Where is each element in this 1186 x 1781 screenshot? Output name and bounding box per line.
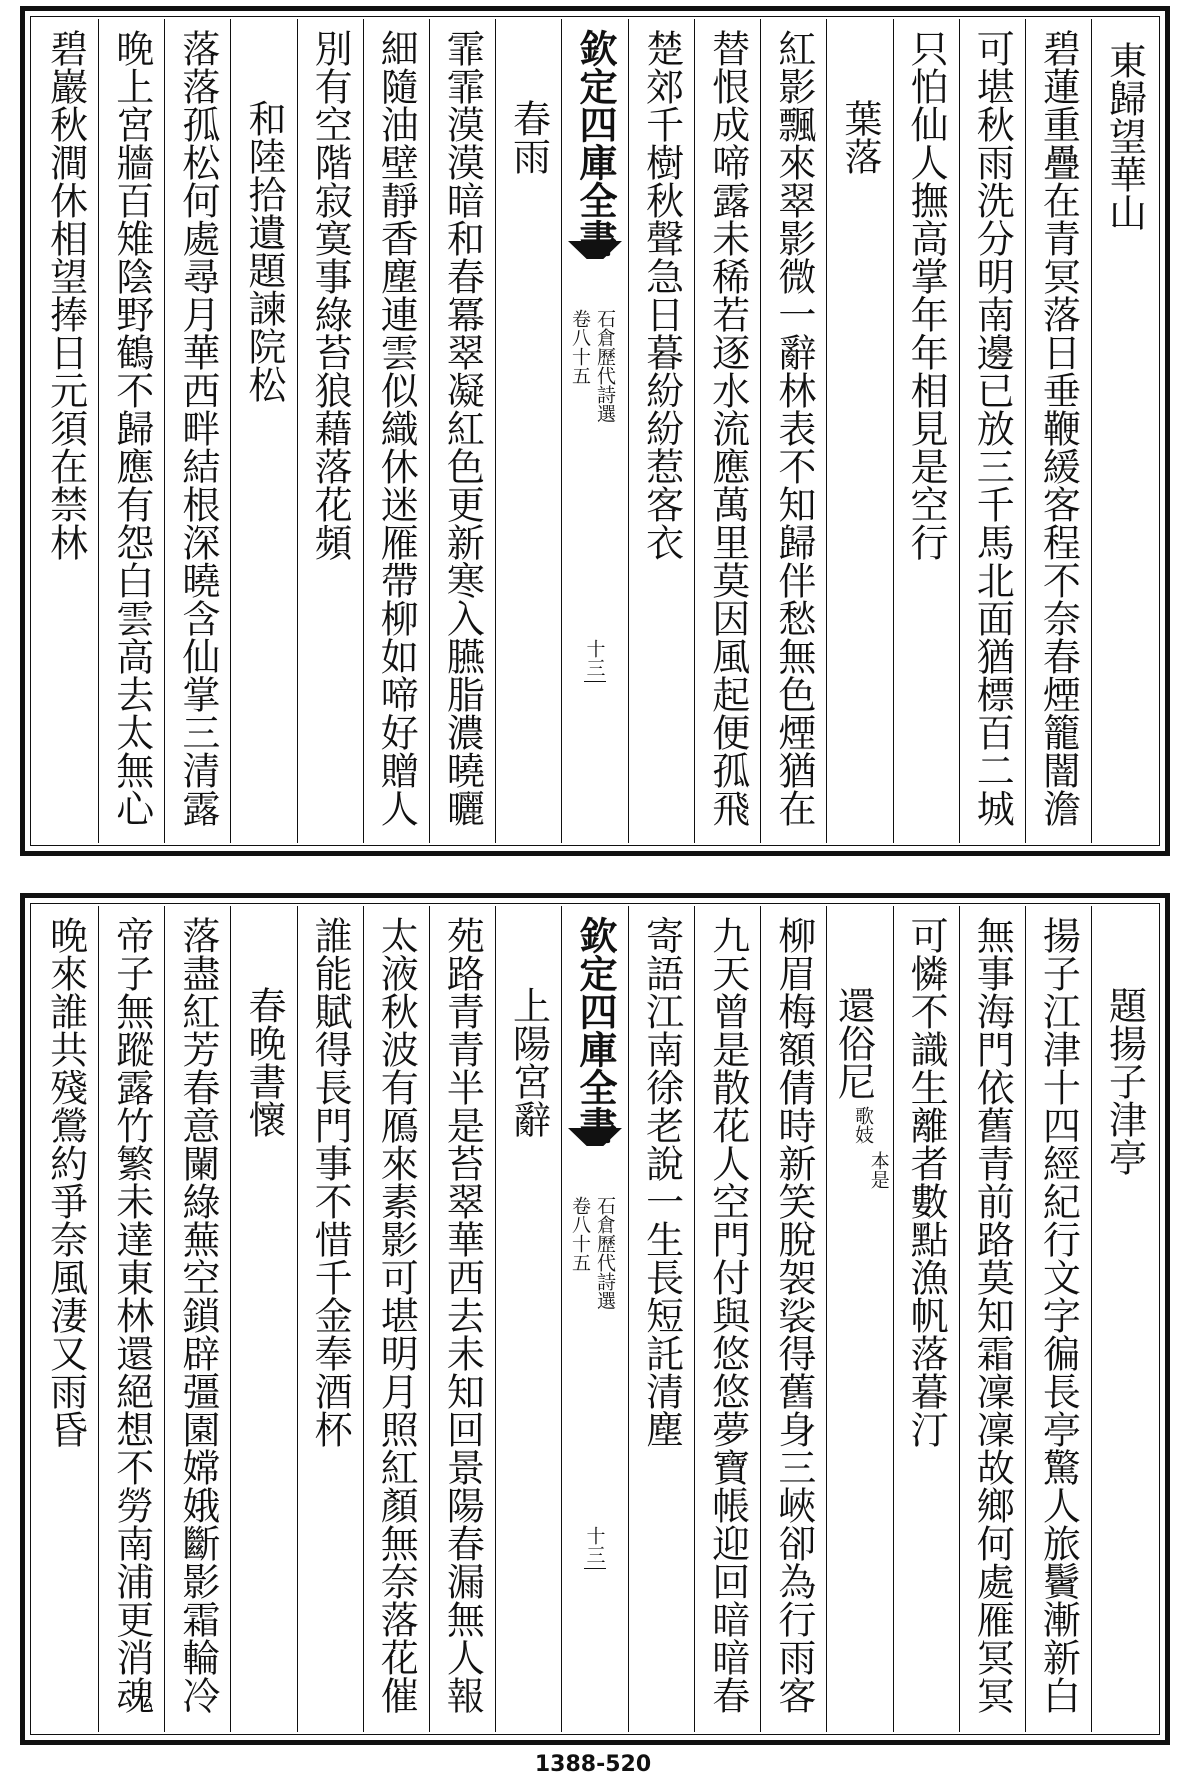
poem-line: 細隨油壁靜香塵連雲似織休迷雁帶柳如啼好贈人	[374, 29, 419, 827]
poem-line: 只怕仙人撫高掌年年相見是空行	[904, 29, 949, 561]
book-center-strip	[561, 906, 628, 1732]
poem-line: 晚來誰共殘鶯約爭奈風淒又雨昏	[43, 916, 88, 1448]
poem-line-column	[164, 906, 230, 1732]
poem-title: 葉落	[837, 99, 882, 175]
divider-line	[584, 1568, 606, 1569]
poem-line-column	[33, 19, 98, 843]
fish-tail-inner-icon	[568, 259, 622, 277]
volume-number: 卷八十五	[569, 309, 591, 385]
poem-line-column	[98, 906, 164, 1732]
poem-title-column	[230, 906, 296, 1732]
page-footer-number: 1388-520	[534, 1752, 652, 1777]
collection-title: 欽定四庫全書	[573, 29, 618, 257]
poem-title-column	[495, 906, 561, 1732]
poem-line: 碧巖秋澗休相望捧日元須在禁林	[43, 29, 88, 561]
poem-title-column	[230, 19, 296, 843]
bottom-columns	[33, 906, 1157, 1732]
book-center-strip	[561, 19, 628, 843]
poem-title: 東歸望華山	[1102, 41, 1147, 231]
poem-line: 太液秋波有鴈來素影可堪明月照紅顏無奈落花催	[374, 916, 419, 1714]
top-page	[20, 6, 1170, 856]
volume-number: 卷八十五	[569, 1196, 591, 1272]
bottom-page	[20, 893, 1170, 1745]
poem-line-column	[959, 19, 1025, 843]
poem-line: 霏霏漠漠暗和春冪翠凝紅色更新寒入臙脂濃曉曬	[440, 29, 485, 827]
poem-line-column	[893, 906, 959, 1732]
poem-line-column	[628, 19, 694, 843]
page-number: 十三	[583, 1526, 606, 1564]
poem-line-column	[33, 906, 98, 1732]
poem-line: 晚上宮牆百雉陰野鶴不歸應有怨白雲高去太無心	[109, 29, 154, 827]
poem-line-column	[297, 906, 363, 1732]
poem-line: 楚郊千樹秋聲急日暮紛紛惹客衣	[639, 29, 684, 561]
book-subtitle: 石倉歷代詩選	[594, 1196, 616, 1310]
poem-title-column	[495, 19, 561, 843]
poem-line-column	[1025, 19, 1091, 843]
poem-line-column	[893, 19, 959, 843]
poem-line-column	[694, 906, 760, 1732]
poem-line-column	[760, 19, 826, 843]
poem-line: 可憐不識生離者數點漁帆落暮汀	[904, 916, 949, 1448]
poem-title-column	[826, 19, 892, 843]
poem-line: 揚子江津十四經紀行文字徧長亭驚人旅鬢漸新白	[1036, 916, 1081, 1714]
poem-title: 還俗尼	[831, 986, 876, 1100]
poem-title-column	[1091, 906, 1157, 1732]
fish-tail-inner-icon	[568, 1146, 622, 1164]
poem-title: 春雨	[506, 99, 551, 175]
poem-line: 九天曾是散花人空門付與悠悠夢寶帳迎回暗暗春	[705, 916, 750, 1714]
poem-title: 和陸拾遺題諫院松	[241, 99, 286, 403]
poem-line-column	[1025, 906, 1091, 1732]
poem-line-column	[959, 906, 1025, 1732]
poem-line: 寄語江南徐老說一生長短託清塵	[639, 916, 684, 1448]
poem-line-column	[429, 906, 495, 1732]
poem-line-column	[760, 906, 826, 1732]
poem-line-column	[429, 19, 495, 843]
poem-line: 可堪秋雨洗分明南邊已放三千馬北面猶標百二城	[970, 29, 1015, 827]
page-number: 十三	[583, 639, 606, 677]
poem-line: 落落孤松何處尋月華西畔結根深曉含仙掌三清露	[175, 29, 220, 827]
poem-title: 春晚書懷	[241, 986, 286, 1138]
poem-line-column	[363, 19, 429, 843]
poem-line: 無事海門依舊青前路莫知霜凜凜故鄉何處雁冥冥	[970, 916, 1015, 1714]
poem-title-column	[826, 906, 892, 1732]
poem-line: 碧蓮重疊在青冥落日垂鞭緩客程不奈春煙籠闇澹	[1036, 29, 1081, 827]
poem-line: 落盡紅芳春意闌綠蕪空鎖辟彊園嫦娥斷影霜輪冷	[175, 916, 220, 1714]
poem-line-column	[363, 906, 429, 1732]
poem-line-column	[297, 19, 363, 843]
poem-title: 上陽宮辭	[506, 986, 551, 1138]
poem-line: 替恨成啼露未稀若逐水流應萬里莫因風起便孤飛	[705, 29, 750, 827]
poem-line: 柳眉梅額倩時新笑脫袈裟得舊身三峽卻為行雨客	[771, 916, 816, 1714]
title-annotation: 本是	[867, 1151, 890, 1189]
top-columns	[33, 19, 1157, 843]
poem-line-column	[694, 19, 760, 843]
collection-title: 欽定四庫全書	[573, 916, 618, 1144]
poem-line-column	[164, 19, 230, 843]
poem-line: 誰能賦得長門事不惜千金奉酒杯	[308, 916, 353, 1448]
book-subtitle: 石倉歷代詩選	[594, 309, 616, 423]
poem-title: 題揚子津亭	[1102, 986, 1147, 1176]
poem-line-column	[628, 906, 694, 1732]
poem-line-column	[98, 19, 164, 843]
poem-line: 苑路青青半是苔翠華西去未知回景陽春漏無人報	[440, 916, 485, 1714]
poem-line: 紅影飄來翠影微一辭林表不知歸伴愁無色煙猶在	[771, 29, 816, 827]
poem-line: 帝子無蹤露竹繁未達東林還絕想不勞南浦更消魂	[109, 916, 154, 1714]
poem-title-column	[1091, 19, 1157, 843]
title-annotation: 歌妓	[852, 1106, 875, 1144]
divider-line	[584, 681, 606, 682]
poem-line: 別有空階寂寞事綠苔狼藉落花頻	[308, 29, 353, 561]
